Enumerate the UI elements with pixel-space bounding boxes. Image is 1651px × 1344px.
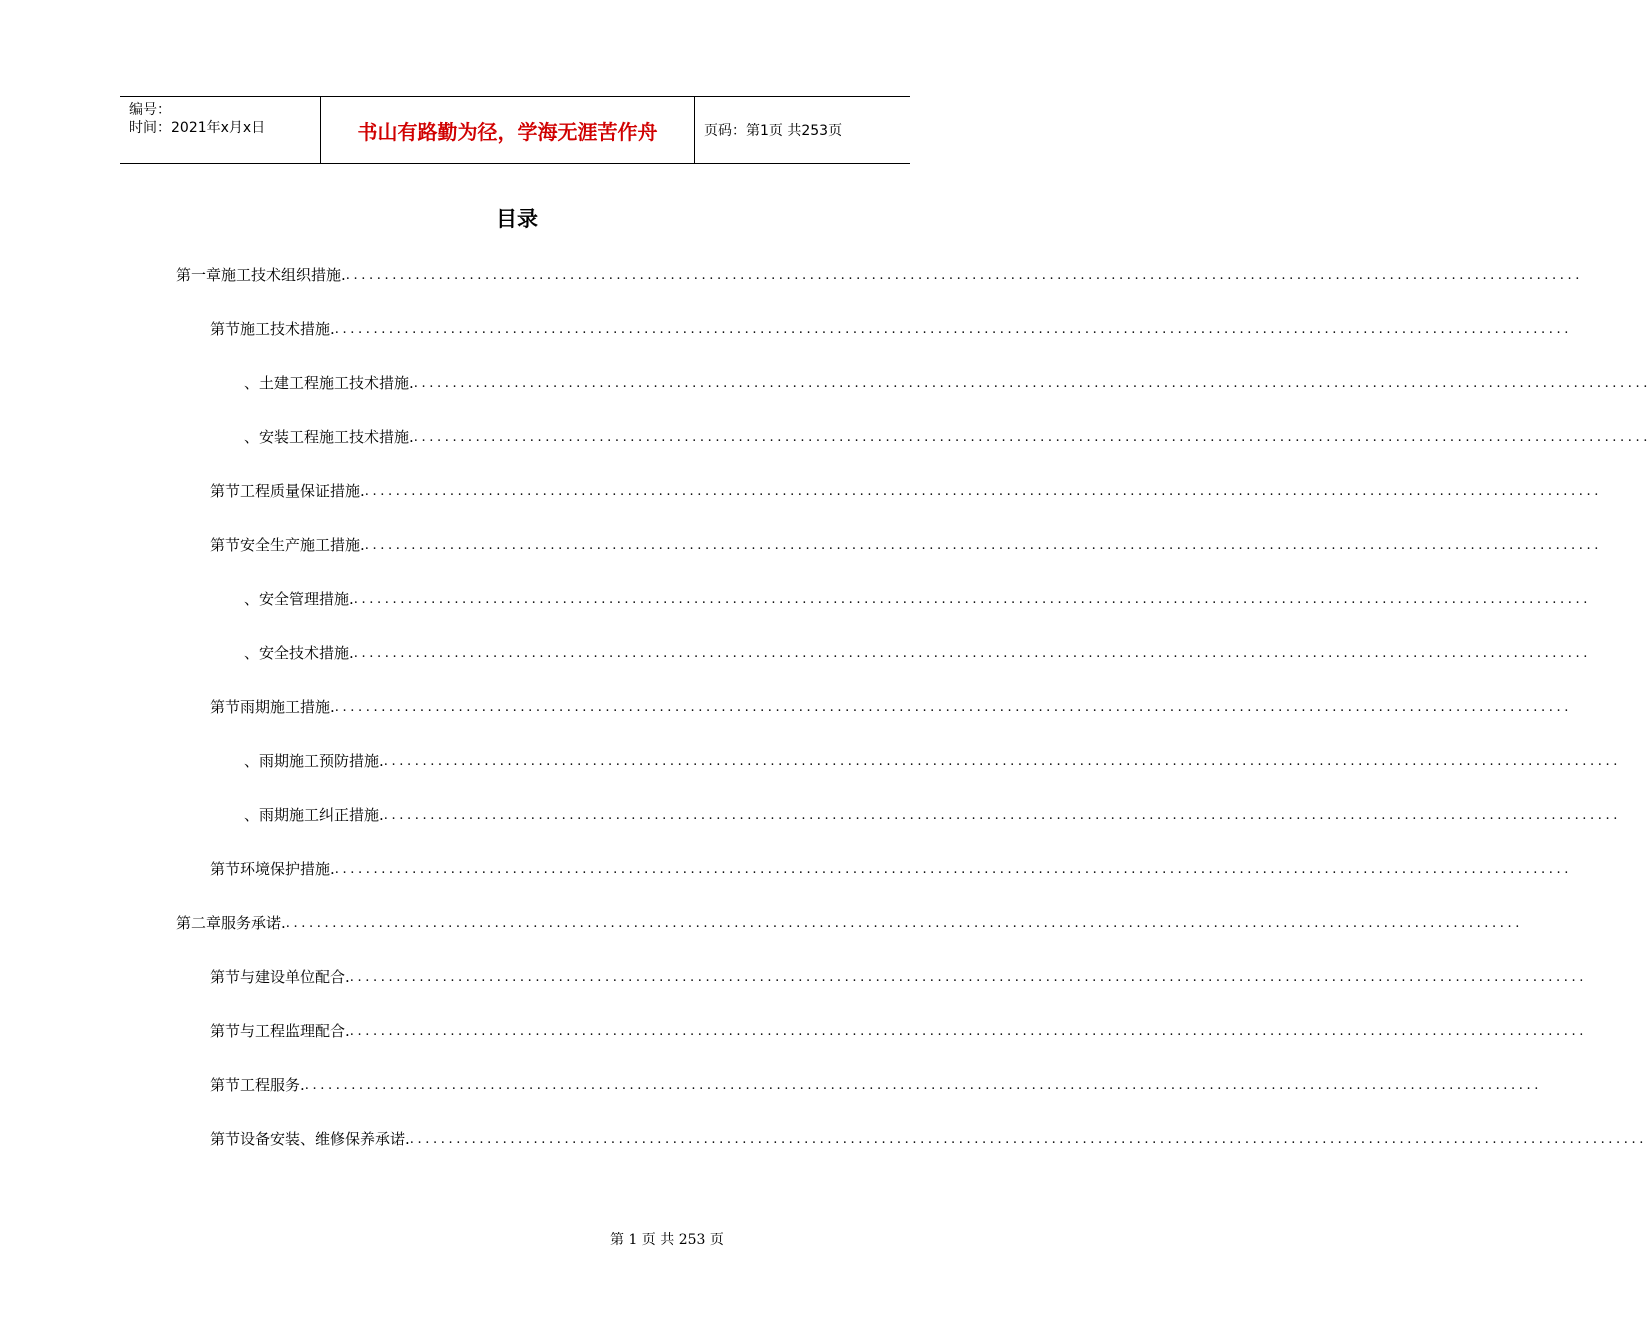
toc-leader-dots: ................................................................................................................................................................ — [413, 376, 1651, 391]
toc-entry-label: 安全管理措施. — [259, 590, 354, 608]
toc-entry[interactable] — [244, 425, 1651, 449]
time-label: 时间：2021年x月x日 — [129, 120, 266, 136]
toc-entry-prefix: 第一章 — [176, 266, 222, 284]
toc-entry-prefix: 、 — [244, 590, 260, 608]
toc-entry-prefix: 第节 — [210, 320, 241, 338]
toc-entry[interactable] — [244, 371, 1651, 395]
header-motto: 书山有路勤为径，学海无涯苦作舟 — [321, 97, 695, 163]
toc-entry[interactable] — [176, 263, 1583, 287]
toc-entry-prefix: 第节 — [210, 698, 241, 716]
toc-leader-dots: ................................................................................................................................................................ — [383, 754, 1621, 769]
toc-entry[interactable] — [210, 479, 1602, 503]
toc-leader-dots: ................................................................................................................................................................ — [364, 538, 1602, 553]
toc-leader-dots: ................................................................................................................................................................ — [364, 484, 1602, 499]
toc-leader-dots: ................................................................................................................................................................ — [285, 916, 1523, 931]
toc-entry-label: 安全生产施工措施. — [240, 536, 365, 554]
toc-leader-dots: ................................................................................................................................................................ — [353, 592, 1591, 607]
toc-entry-label: 与建设单位配合. — [240, 968, 350, 986]
toc-entry-label: 土建工程施工技术措施. — [259, 374, 414, 392]
toc-entry-prefix: 、 — [244, 374, 260, 392]
toc-title: 目录 — [496, 207, 538, 231]
toc-entry[interactable] — [244, 803, 1621, 827]
page-footer: 第 1 页 共 253 页 — [610, 1232, 724, 1248]
toc-entry-prefix: 第节 — [210, 1130, 241, 1148]
toc-leader-dots: ................................................................................................................................................................ — [304, 1078, 1542, 1093]
toc-entry-label: 工程质量保证措施. — [240, 482, 365, 500]
toc-entry-prefix: 、 — [244, 806, 260, 824]
toc-entry[interactable] — [210, 857, 1572, 881]
toc-leader-dots: ................................................................................................................................................................ — [353, 646, 1591, 661]
number-label: 编号： — [129, 102, 171, 118]
header-page-info: 页码：第1页 共253页 — [704, 123, 843, 139]
toc-entry-label: 环境保护措施. — [240, 860, 335, 878]
toc-leader-dots: ................................................................................................................................................................ — [383, 808, 1621, 823]
toc-entry-prefix: 、 — [244, 428, 260, 446]
toc-entry-prefix: 、 — [244, 752, 260, 770]
toc-entry[interactable] — [210, 965, 1587, 989]
toc-entry-label: 施工技术组织措施. — [221, 266, 346, 284]
toc-entry-prefix: 第节 — [210, 536, 241, 554]
toc-entry-prefix: 第节 — [210, 1076, 241, 1094]
toc-entry[interactable] — [244, 641, 1591, 665]
toc-entry-label: 雨期施工预防措施. — [259, 752, 384, 770]
toc-entry[interactable] — [210, 695, 1572, 719]
toc-entry-label: 施工技术措施. — [240, 320, 335, 338]
toc-entry[interactable] — [210, 533, 1602, 557]
toc-entry[interactable] — [176, 911, 1523, 935]
toc-entry[interactable] — [244, 587, 1591, 611]
toc-leader-dots: ................................................................................................................................................................ — [349, 970, 1587, 985]
header-meta — [120, 97, 321, 163]
toc-entry-label: 设备安装、维修保养承诺. — [240, 1130, 410, 1148]
toc-leader-dots: ................................................................................................................................................................ — [349, 1024, 1587, 1039]
toc-entry[interactable] — [210, 1127, 1647, 1151]
toc-entry[interactable] — [210, 1073, 1542, 1097]
toc-leader-dots: ................................................................................................................................................................ — [413, 430, 1651, 445]
toc-entry-label: 雨期施工措施. — [240, 698, 335, 716]
toc-entry[interactable] — [210, 317, 1572, 341]
toc-leader-dots: ................................................................................................................................................................ — [334, 862, 1572, 877]
toc-entry-label: 雨期施工纠正措施. — [259, 806, 384, 824]
toc-leader-dots: ................................................................................................................................................................ — [334, 700, 1572, 715]
page-header — [120, 96, 910, 164]
toc-entry-prefix: 第节 — [210, 968, 241, 986]
toc-entry-label: 与工程监理配合. — [240, 1022, 350, 1040]
toc-entry-prefix: 、 — [244, 644, 260, 662]
toc-entry-label: 安全技术措施. — [259, 644, 354, 662]
toc-entry[interactable] — [244, 749, 1621, 773]
toc-entry[interactable] — [210, 1019, 1587, 1043]
toc-entry-label: 安装工程施工技术措施. — [259, 428, 414, 446]
toc-entry-prefix: 第二章 — [176, 914, 222, 932]
toc-entry-label: 工程服务. — [240, 1076, 305, 1094]
toc-entry-prefix: 第节 — [210, 860, 241, 878]
toc-entry-prefix: 第节 — [210, 482, 241, 500]
toc-leader-dots: ................................................................................................................................................................ — [345, 268, 1583, 283]
toc-entry-label: 服务承诺. — [221, 914, 286, 932]
toc-leader-dots: ................................................................................................................................................................ — [409, 1132, 1647, 1147]
toc-entry-prefix: 第节 — [210, 1022, 241, 1040]
toc-leader-dots: ................................................................................................................................................................ — [334, 322, 1572, 337]
